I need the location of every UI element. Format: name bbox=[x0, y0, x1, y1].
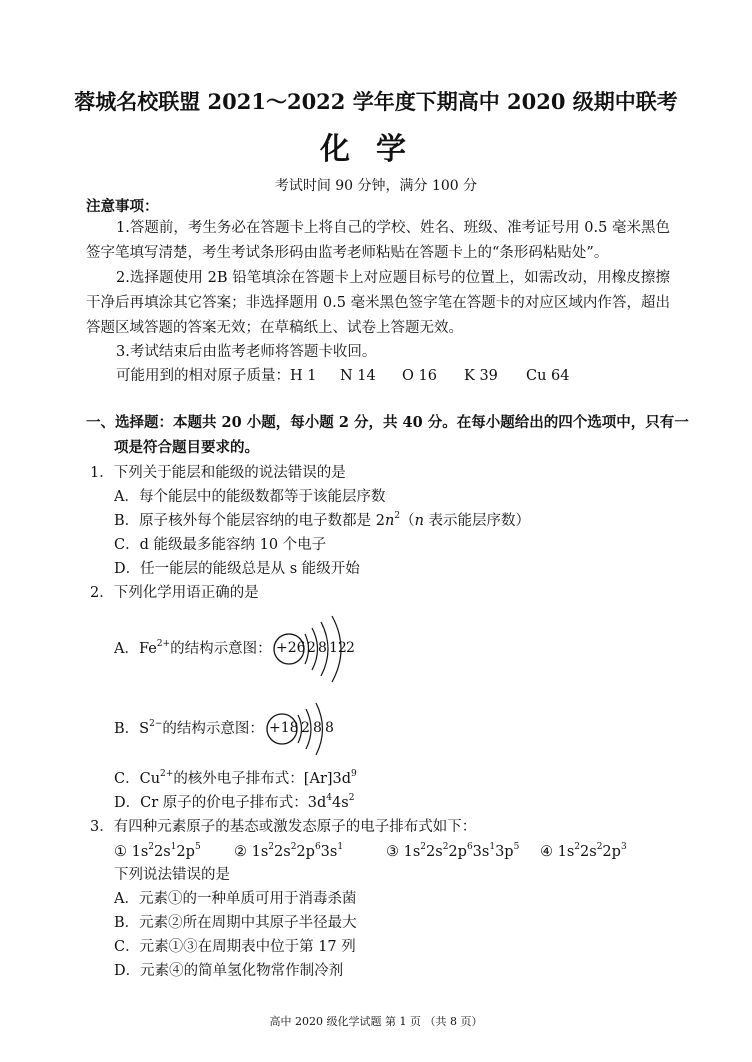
config-4-s1: 2 bbox=[574, 842, 581, 853]
fe-charge: 2+ bbox=[156, 639, 171, 650]
config-3-s4: 1 bbox=[489, 842, 496, 853]
config-4-s2: 2 bbox=[596, 842, 603, 853]
config-3-p4: 3s bbox=[472, 844, 490, 860]
s-ion-structure-diagram bbox=[265, 694, 345, 766]
note-item-2: 2.选择题使用 2B 铅笔填涂在答题卡上对应题目标号的位置上，如需改动，用橡皮擦擦干净后再填涂其它答案；非选择题用 0.5 毫米黑色签字笔在答题卡的对应区域内作答，超出答题区域答题的答案无效；在草稿纸上、试卷上答题无效。 bbox=[86, 270, 670, 336]
config-4-label: ④ bbox=[540, 844, 553, 860]
config-2-label: ② bbox=[234, 844, 247, 860]
config-2-s1: 2 bbox=[268, 842, 275, 853]
section-1-heading: 一、选择题：本题共 20 小题，每小题 2 分，共 40 分。在每小题给出的四个选项中，只有一项是符合题目要求的。 bbox=[86, 414, 689, 456]
config-2-s4: 1 bbox=[337, 842, 344, 853]
atomic-mass-o: O 16 bbox=[402, 368, 437, 384]
question-2-option-c bbox=[114, 770, 357, 789]
question-1-option-a: A．每个能层中的能级数都等于该能层序数 bbox=[114, 489, 386, 505]
s-shell-2: 8 bbox=[313, 720, 322, 736]
config-2-p3: 2p bbox=[296, 844, 315, 860]
fe-nucleus: +26 bbox=[276, 640, 306, 656]
config-1-s3: 5 bbox=[194, 842, 201, 853]
fe-shell-2: 8 bbox=[318, 640, 327, 656]
question-1-stem: 1．下列关于能层和能级的说法错误的是 bbox=[90, 465, 346, 481]
option-b-text: 的结构示意图： bbox=[162, 721, 264, 737]
option-c-sup: 9 bbox=[351, 769, 357, 780]
config-3-p1: 1s bbox=[403, 844, 421, 860]
config-4-p3: 2p bbox=[602, 844, 621, 860]
question-2-option-d bbox=[114, 794, 354, 813]
page-footer: 高中 2020 级化学试题 第 1 页 （共 8 页） bbox=[269, 1015, 483, 1028]
config-1-p3: 2p bbox=[176, 844, 195, 860]
s-shell-1: 2 bbox=[301, 720, 310, 736]
option-d-sup1: 4 bbox=[326, 793, 333, 804]
atomic-mass-cu: Cu 64 bbox=[526, 368, 570, 384]
question-3-option-c: C．元素①③在周期表中位于第 17 列 bbox=[114, 939, 356, 955]
question-2-option-a bbox=[114, 640, 272, 659]
note-item-1: 1.答题前，考生务必在答题卡上将自己的学校、姓名、班级、准考证号用 0.5 毫米黑色签字笔填写清楚，考生考试条形码由监考老师粘贴在答题卡上的“条形码粘贴处”。 bbox=[86, 220, 670, 261]
config-1-p2: 2s bbox=[154, 844, 171, 860]
s-nucleus: +18 bbox=[269, 720, 299, 736]
question-1-option-b bbox=[114, 512, 530, 531]
config-3-s2: 2 bbox=[442, 842, 449, 853]
atomic-mass-label: 可能用到的相对原子质量： bbox=[116, 368, 290, 384]
config-3-p2: 2s bbox=[426, 844, 443, 860]
question-2-stem: 2．下列化学用语正确的是 bbox=[90, 585, 259, 601]
question-1-option-d: D．任一能层的能级总是从 s 能级开始 bbox=[114, 561, 360, 577]
subject-title: 化学 bbox=[320, 132, 432, 167]
config-1-label: ① bbox=[114, 844, 127, 860]
config-3-p3: 2p bbox=[448, 844, 467, 860]
config-3-s5: 5 bbox=[513, 842, 520, 853]
option-b-sup: 2 bbox=[394, 511, 401, 522]
fe-ion-structure-diagram bbox=[272, 610, 372, 690]
config-1-s2: 1 bbox=[170, 842, 177, 853]
config-4-s3: 3 bbox=[620, 842, 627, 853]
option-b-post: 表示能层序数） bbox=[423, 513, 531, 529]
config-1 bbox=[114, 843, 201, 862]
config-2 bbox=[234, 843, 343, 862]
option-a-text: 的结构示意图： bbox=[170, 641, 272, 657]
option-b-text: B．原子核外每个能层容纳的电子数都是 2 bbox=[114, 513, 385, 529]
exam-title: 蓉城名校联盟 2021～2022 学年度下期高中 2020 级期中联考 bbox=[74, 89, 678, 114]
config-2-p4: 3s bbox=[320, 844, 338, 860]
cu-symbol: C．Cu bbox=[114, 771, 161, 787]
cu-charge: 2+ bbox=[160, 769, 174, 780]
option-d-text: D．Cr 原子的价电子排布式：3d bbox=[114, 795, 327, 811]
option-c-text: 的核外电子排布式：[Ar]3d bbox=[173, 771, 352, 787]
question-3-stem: 3．有四种元素原子的基态或激发态原子的电子排布式如下： bbox=[90, 819, 477, 835]
atomic-mass-k: K 39 bbox=[464, 368, 498, 384]
question-3-option-d: D．元素④的简单氢化物常作制冷剂 bbox=[114, 963, 344, 979]
question-3-option-a: A．元素①的一种单质可用于消毒杀菌 bbox=[114, 891, 357, 907]
note-item-3: 3.考试结束后由监考老师将答题卡收回。 bbox=[116, 344, 377, 360]
config-3 bbox=[386, 843, 519, 862]
config-3-label: ③ bbox=[386, 844, 399, 860]
s-symbol: B．S bbox=[114, 721, 150, 737]
notes-heading: 注意事项： bbox=[86, 198, 159, 215]
config-4-p1: 1s bbox=[557, 844, 575, 860]
fe-symbol: A．Fe bbox=[114, 641, 157, 657]
fe-shell-4: 2 bbox=[346, 640, 355, 656]
atomic-mass-n: N 14 bbox=[340, 368, 376, 384]
config-3-s1: 2 bbox=[420, 842, 427, 853]
config-4 bbox=[540, 843, 627, 862]
option-d-sup2: 2 bbox=[348, 793, 355, 804]
config-2-p2: 2s bbox=[274, 844, 291, 860]
config-3-p5: 3p bbox=[495, 844, 514, 860]
config-4-p2: 2s bbox=[580, 844, 597, 860]
fe-shell-1: 2 bbox=[307, 640, 316, 656]
config-1-s1: 2 bbox=[148, 842, 155, 853]
config-3-s3: 6 bbox=[466, 842, 473, 853]
config-2-s2: 2 bbox=[290, 842, 297, 853]
s-shell-3: 8 bbox=[325, 720, 334, 736]
option-b-var2: n bbox=[414, 513, 424, 529]
question-2-option-b bbox=[114, 720, 264, 739]
fe-shell-3: 12 bbox=[329, 640, 347, 656]
option-d-mid: 4s bbox=[332, 795, 349, 811]
atomic-mass-line bbox=[116, 367, 570, 386]
question-3-option-b: B．元素②所在周期中其原子半径最大 bbox=[114, 915, 357, 931]
option-b-paren: （ bbox=[400, 513, 415, 529]
s-charge: 2− bbox=[149, 719, 163, 730]
config-1-p1: 1s bbox=[131, 844, 149, 860]
atomic-mass-h: H 1 bbox=[290, 368, 317, 384]
question-1-option-c: C．d 能级最多能容纳 10 个电子 bbox=[114, 537, 327, 553]
config-2-p1: 1s bbox=[251, 844, 269, 860]
config-2-s3: 6 bbox=[314, 842, 321, 853]
option-b-var: n bbox=[385, 513, 395, 529]
question-3-sub: 下列说法错误的是 bbox=[114, 867, 230, 883]
exam-info: 考试时间 90 分钟，满分 100 分 bbox=[274, 178, 478, 194]
